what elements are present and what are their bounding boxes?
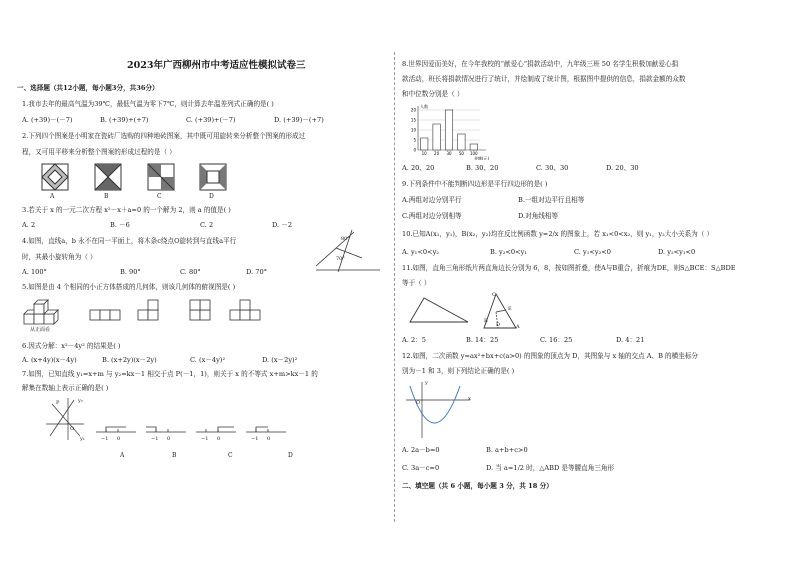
q3-option-b: B. －6 (110, 221, 130, 229)
q2-label-c: C (157, 193, 162, 200)
q8-chart-xtick-label: 30 (446, 151, 452, 156)
q2-label-a: A (50, 193, 55, 200)
q8-chart-ytick-label: 15 (410, 117, 416, 123)
q7-label-p: P (56, 400, 60, 406)
q9-option-b: B.一组对边平行且相等 (518, 196, 585, 204)
q1-option-b: B. (+39)+(+7) (100, 116, 149, 124)
q7-label-y2: y₂ (78, 398, 83, 404)
q11-option-d: D. 4：21 (616, 336, 645, 344)
q6-option-a: A. (x+4y)(x－4y) (22, 356, 77, 364)
q7-tick-neg1-a: −1 (101, 436, 109, 442)
q10-option-a: A. y₁<0<y₂ (402, 248, 439, 256)
q4-angle-label-1: 80° (341, 236, 350, 242)
q12-label-o: O (416, 400, 421, 406)
q7-tick-zero-c: 0 (217, 436, 221, 442)
q11-label-a: A (516, 324, 520, 330)
q5-option-c-view (190, 300, 210, 320)
q8-chart-ytick-label: 20 (410, 107, 416, 113)
q6-option-b: B. (x+2y)(x－2y) (102, 356, 157, 364)
q7-label-a: A (120, 452, 125, 459)
q7-number-line-a (96, 427, 136, 432)
q12-text-line2: 别为－1 和 3，则下列结论正确的是( ) (402, 367, 515, 375)
q6-option-d: D. (x－2y)² (262, 356, 298, 364)
q5-option-b-view (138, 300, 158, 320)
q1-text: 1.我市去年的最高气温为39℃，最低气温为零下7℃，则计算去年温差列式正确的是( ) (22, 100, 274, 108)
q4-option-b: B. 90° (120, 268, 141, 276)
section-2-heading: 二、填空题（共 6 小题，每小题 3 分，共 18 分） (402, 482, 553, 490)
q9-option-c: C.两组对边分别相等 (402, 212, 462, 220)
q11-text-line1: 11.如图，直角三角形纸片两直角边长分别为 6，8，按如图折叠，使A与B重合，折痕为DE，则S△BCE：S△BDE (402, 264, 736, 272)
q4-option-c: C. 80° (180, 268, 201, 276)
q8-chart-xtick-label: 100 (469, 151, 478, 156)
q4-text-line2: 时，其最小旋转角为（ ） (22, 253, 97, 261)
q2-tile-d (200, 164, 226, 190)
q11-option-b: B. 14：25 (466, 336, 499, 344)
q7-tick-neg1-d: −1 (251, 436, 259, 442)
q4-option-a: A. 100° (22, 268, 47, 276)
q9-option-a: A.两组对边分别平行 (402, 196, 462, 204)
q12-label-y: y (425, 380, 428, 386)
q7-tick-neg1-b: −1 (151, 436, 159, 442)
q7-number-lines (96, 424, 296, 440)
q2-text-line1: 2.下列四个图案是小明家在瓷砖厂选购的四种地砖图案，其中既可用旋转来分析整个图案的形成过 (22, 132, 306, 140)
q4-angle-label-2: 70° (336, 256, 345, 262)
q8-chart-bar (420, 138, 427, 150)
q1-option-a: A. (+39)－(－7) (22, 116, 73, 124)
q5-text: 5.如图是由 4 个相同的小正方体搭成的几何体，则该几何体的俯视图是( ) (22, 283, 236, 291)
q8-chart-xtick-label: 10 (421, 151, 427, 156)
q2-text-line2: 程，又可用平移来分析整个图案的形成过程的是（ ） (22, 148, 176, 156)
q11-label-e: E (508, 306, 512, 312)
q4-lines-figure (312, 228, 384, 274)
q11-label-d: D (496, 322, 501, 328)
q11-text-line2: 等于（ ） (402, 279, 431, 287)
q7-number-line-c (196, 427, 236, 432)
q10-option-c: C. y₁<y₂<0 (574, 248, 611, 256)
q2-tile-a (42, 164, 68, 190)
q8-text-line2: 款活动，班长将捐款情况进行了统计，并绘制成了统计图，根据图中提供的信息，捐款金额的众数 (402, 75, 686, 83)
q8-chart-bar (458, 134, 465, 150)
q3-option-a: A. 2 (22, 221, 36, 229)
q8-chart-bar (470, 144, 477, 150)
q1-option-d: D. (+39)－(+7) (274, 116, 324, 124)
q8-text-line1: 8.世界因爱而美好，在今年我校的“献爱心”捐款活动中，九年级三班 50 名学生积极加献爱心捐 (402, 60, 679, 68)
q11-label-b: B (484, 318, 488, 324)
q10-option-d: D. y₂<y₁<0 (658, 248, 696, 256)
section-1-heading: 一、选择题（共12小题，每小题3分，共36分） (17, 84, 159, 92)
q8-option-c: C. 30、30 (536, 164, 569, 172)
q7-label-c: C (228, 452, 233, 459)
q4-text-line1: 4.如图，直线a，b 永不在同一平面上，将木条c绕点O旋转到与直线a平行 (22, 237, 237, 245)
q8-chart-bar (433, 124, 440, 150)
q8-option-d: D. 20、30 (606, 164, 639, 172)
q2-tile-c (148, 164, 174, 190)
q7-label-b: B (172, 452, 177, 459)
q4-option-d: D. 70° (246, 268, 267, 276)
q11-option-c: C. 16：25 (540, 336, 573, 344)
q12-parabola-figure (404, 380, 474, 440)
exam-title: 2023年广西柳州市中考适应性模拟试卷三 (127, 60, 306, 71)
q8-chart-ylabel: 人数 (420, 104, 428, 109)
q7-tick-zero-b: 0 (167, 436, 171, 442)
q8-chart-bar (445, 110, 452, 150)
q7-label-d: D (288, 452, 293, 459)
q12-text-line1: 12.如图，二次函数 y=ax²+bx+c(a>0) 的图象的顶点为 D，其图象与 x 轴的交点 A、B 的横坐标分 (402, 352, 699, 360)
q7-text-line2: 解集在数轴上表示正确的是( ) (22, 384, 109, 392)
q7-tick-zero-d: 0 (267, 436, 271, 442)
q6-text: 6.因式分解：x²－4y² 的结果是( ) (22, 342, 121, 350)
q5-option-d-view (230, 300, 260, 320)
q8-chart-xtick-label: 20 (434, 151, 440, 156)
q5-cube-figures (20, 296, 270, 332)
q12-label-x: x (468, 396, 471, 402)
q8-text-line3: 和中位数分别是（ ） (402, 90, 464, 98)
q2-label-d: D (209, 193, 214, 200)
q8-chart-ytick-label: 5 (413, 137, 416, 143)
q7-text-line1: 7.如图，已知直线 y₁=x+m 与 y₂=kx－1 相交于点 P(－1，1)，则关于 x 的不等式 x+m>kx－1 的 (22, 370, 318, 378)
q6-option-c: C. (x－4y)² (190, 356, 226, 364)
q7-tick-zero-a: 0 (117, 436, 121, 442)
q3-option-d: D. －2 (272, 221, 293, 229)
q7-label-y1: y₁ (80, 436, 85, 442)
column-divider (394, 52, 395, 522)
q3-text: 3.若关于 x 的一元二次方程 x²－x＋a=0 的一个解为 2，则 a 的值是( ) (22, 206, 231, 214)
q5-option-a-view (90, 310, 120, 320)
q12-option-a: A. 2a－b=0 (402, 446, 440, 454)
q12-option-d: D. 当 a=1/2 时，△ABD 是等腰直角三角形 (486, 464, 615, 472)
q2-label-b: B (104, 193, 109, 200)
q7-number-line-b (146, 427, 186, 432)
q9-text: 9.下列条件中不能判断四边形是平行四边形的是( ) (402, 180, 548, 188)
q8-option-b: B. 30、20 (466, 164, 499, 172)
q8-chart-xtick-label: 50 (458, 151, 464, 156)
q12-option-b: B. a+b+c>0 (486, 446, 528, 454)
q11-option-a: A. 2：5 (402, 336, 426, 344)
q7-label-o: O (70, 426, 75, 432)
q9-option-d: D.对角线相等 (518, 212, 559, 220)
q8-chart-xlabel: 金额(元) (474, 156, 490, 160)
q3-option-c: C. 2 (200, 221, 214, 229)
q10-option-b: B. y₂<0<y₁ (490, 248, 528, 256)
q12-option-c: C. 3a－c=0 (402, 464, 440, 472)
q5-front-view-label: 从正面看 (30, 327, 51, 333)
q7-number-line-d (246, 427, 286, 432)
q8-option-a: A. 20、20 (402, 164, 435, 172)
q8-chart-ytick-label: 10 (410, 127, 416, 133)
q8-chart-ytick-label: 0 (413, 147, 416, 153)
q1-option-c: C. (+39)+(－7) (186, 116, 236, 124)
q11-label-c: C (492, 292, 496, 298)
q5-solid (24, 300, 58, 324)
q7-tick-neg1-c: −1 (201, 436, 209, 442)
q10-text: 10.已知A(x₁，y₁)，B(x₂，y₂)均在反比例函数 y=2/x 的图象上，若 x₁<0<x₂，则 y₁，y₂大小关系为（ ） (402, 230, 714, 238)
q2-tile-figures (40, 162, 230, 202)
q2-tile-b (95, 164, 121, 190)
q8-bar-chart (402, 104, 492, 160)
